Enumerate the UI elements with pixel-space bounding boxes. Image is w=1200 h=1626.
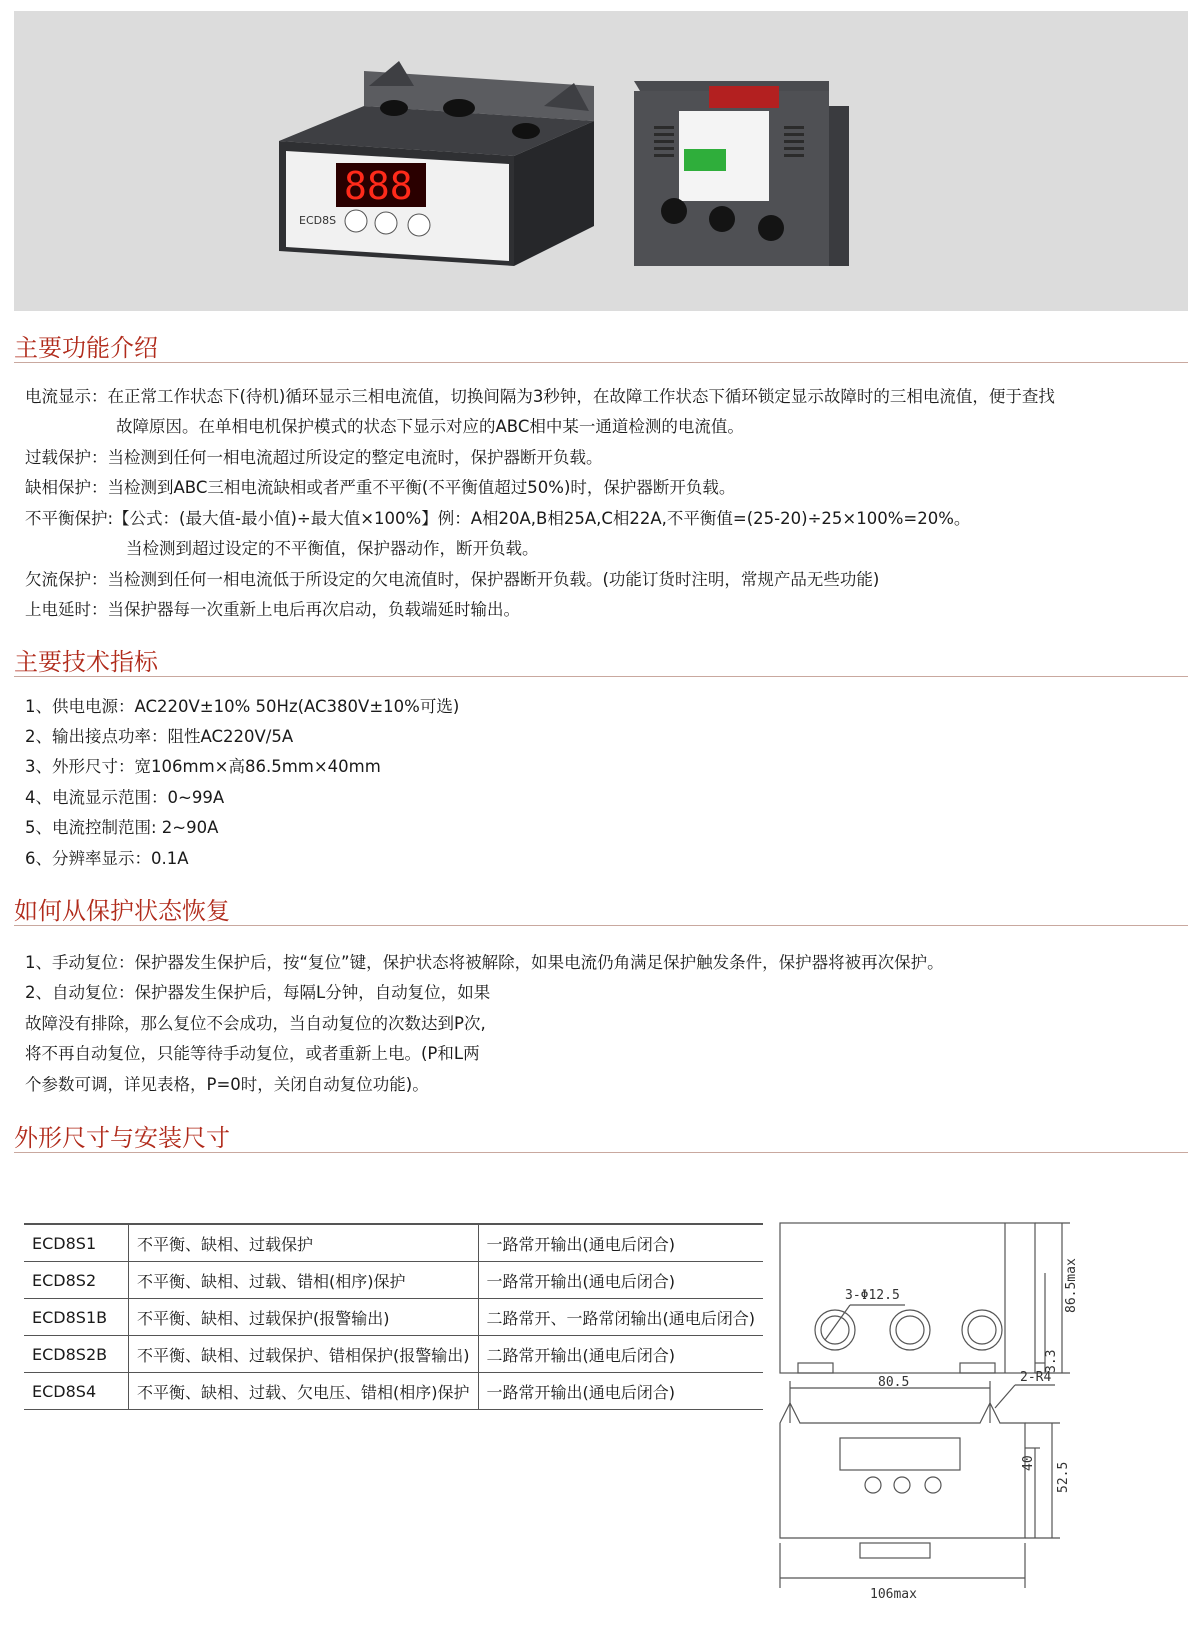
- section-title-functions: 主要功能介绍: [14, 334, 158, 362]
- function-line-4: 缺相保护：当检测到ABC三相电流缺相或者严重不平衡(不平衡值超过50%)时，保护器断开负载。: [25, 478, 736, 497]
- table-row: [24, 1262, 763, 1299]
- spec-line-6: 6、分辨率显示：0.1A: [25, 849, 189, 868]
- model-code: ECD8S2: [24, 1262, 129, 1299]
- model-functions: 不平衡、缺相、过载保护(报警输出): [129, 1299, 479, 1336]
- model-code: ECD8S4: [24, 1373, 129, 1410]
- product-photo: [14, 11, 1188, 311]
- recovery-line-1: 1、手动复位：保护器发生保护后，按“复位”键，保护状态将被解除，如果电流仍角满足保护触发条件，保护器将被再次保护。: [25, 953, 944, 972]
- section-divider: [14, 676, 1188, 677]
- spec-line-4: 4、电流显示范围：0~99A: [25, 788, 225, 807]
- dim-33-label: 3.3: [1044, 1349, 1059, 1373]
- function-line-2: 故障原因。在单相电机保护模式的状态下显示对应的ABC相中某一通道检测的电流值。: [116, 417, 744, 436]
- section-divider: [14, 362, 1188, 363]
- model-functions: 不平衡、缺相、过载、错相(相序)保护: [129, 1262, 479, 1299]
- section-title-recovery: 如何从保护状态恢复: [14, 897, 230, 925]
- dim-805-label: 80.5: [878, 1375, 910, 1390]
- model-code: ECD8S1: [24, 1224, 129, 1262]
- function-line-6: 当检测到超过设定的不平衡值，保护器动作，断开负载。: [126, 539, 539, 558]
- spec-line-5: 5、电流控制范围: 2~90A: [25, 818, 219, 837]
- model-functions: 不平衡、缺相、过载、欠电压、错相(相序)保护: [129, 1373, 479, 1410]
- function-line-5: 不平衡保护:【公式：(最大值-最小值)÷最大值×100%】例：A相20A,B相25A,C相22A,不平衡值=(25-20)÷25×100%=20%。: [25, 509, 971, 528]
- function-line-7: 欠流保护：当检测到任何一相电流低于所设定的欠电流值时，保护器断开负载。(功能订货时注明，常规产品无些功能): [25, 570, 880, 589]
- model-output: 二路常开、一路常闭输出(通电后闭合): [478, 1299, 763, 1336]
- dim-radius-label: 2-R4: [1020, 1370, 1052, 1385]
- recovery-line-3: 故障没有排除，那么复位不会成功，当自动复位的次数达到P次,: [25, 1014, 486, 1033]
- device-back-view: [634, 81, 849, 266]
- function-line-1: 电流显示：在正常工作状态下(待机)循环显示三相电流值，切换间隔为3秒钟，在故障工作状态下循环锁定显示故障时的三相电流值，便于查找: [25, 387, 1055, 406]
- table-row: [24, 1336, 763, 1373]
- top-view-outline: [780, 1223, 1035, 1373]
- dim-width-max-label: 106max: [870, 1587, 917, 1602]
- spec-line-3: 3、外形尺寸：宽106mm×高86.5mm×40mm: [25, 757, 381, 776]
- device-front-view: [279, 61, 594, 266]
- model-table: [24, 1223, 763, 1410]
- model-output: 二路常开输出(通电后闭合): [478, 1336, 763, 1373]
- table-row: [24, 1299, 763, 1336]
- dim-hole-label: 3-Φ12.5: [845, 1288, 900, 1303]
- model-output: 一路常开输出(通电后闭合): [478, 1224, 763, 1262]
- recovery-line-4: 将不再自动复位，只能等待手动复位，或者重新上电。(P和L两: [25, 1044, 480, 1063]
- model-output: 一路常开输出(通电后闭合): [478, 1373, 763, 1410]
- device-model-label: ECD8S: [299, 214, 337, 227]
- section-divider: [14, 925, 1188, 926]
- spec-line-1: 1、供电电源：AC220V±10% 50Hz(AC380V±10%可选): [25, 697, 460, 716]
- model-functions: 不平衡、缺相、过载保护: [129, 1224, 479, 1262]
- dim-525-label: 52.5: [1056, 1461, 1071, 1493]
- dim-height-max-label: 86.5max: [1064, 1258, 1079, 1313]
- spec-line-2: 2、输出接点功率：阻性AC220V/5A: [25, 727, 294, 746]
- model-code: ECD8S2B: [24, 1336, 129, 1373]
- device-display: 888: [344, 164, 413, 208]
- dim-40-label: 40: [1021, 1455, 1036, 1471]
- section-title-dimensions: 外形尺寸与安装尺寸: [14, 1124, 230, 1152]
- dimension-drawing: [770, 1213, 1100, 1623]
- table-row: [24, 1224, 763, 1262]
- recovery-line-2: 2、自动复位：保护器发生保护后，每隔L分钟，自动复位，如果: [25, 983, 491, 1002]
- section-title-specs: 主要技术指标: [14, 648, 158, 676]
- model-functions: 不平衡、缺相、过载保护、错相保护(报警输出): [129, 1336, 479, 1373]
- section-divider: [14, 1152, 1188, 1153]
- recovery-line-5: 个参数可调，详见表格，P=0时，关闭自动复位功能)。: [25, 1075, 429, 1094]
- table-row: [24, 1373, 763, 1410]
- function-line-3: 过载保护：当检测到任何一相电流超过所设定的整定电流时，保护器断开负载。: [25, 448, 603, 467]
- function-line-8: 上电延时：当保护器每一次重新上电后再次启动，负载端延时输出。: [25, 600, 520, 619]
- product-illustration: [14, 11, 1188, 311]
- model-code: ECD8S1B: [24, 1299, 129, 1336]
- model-output: 一路常开输出(通电后闭合): [478, 1262, 763, 1299]
